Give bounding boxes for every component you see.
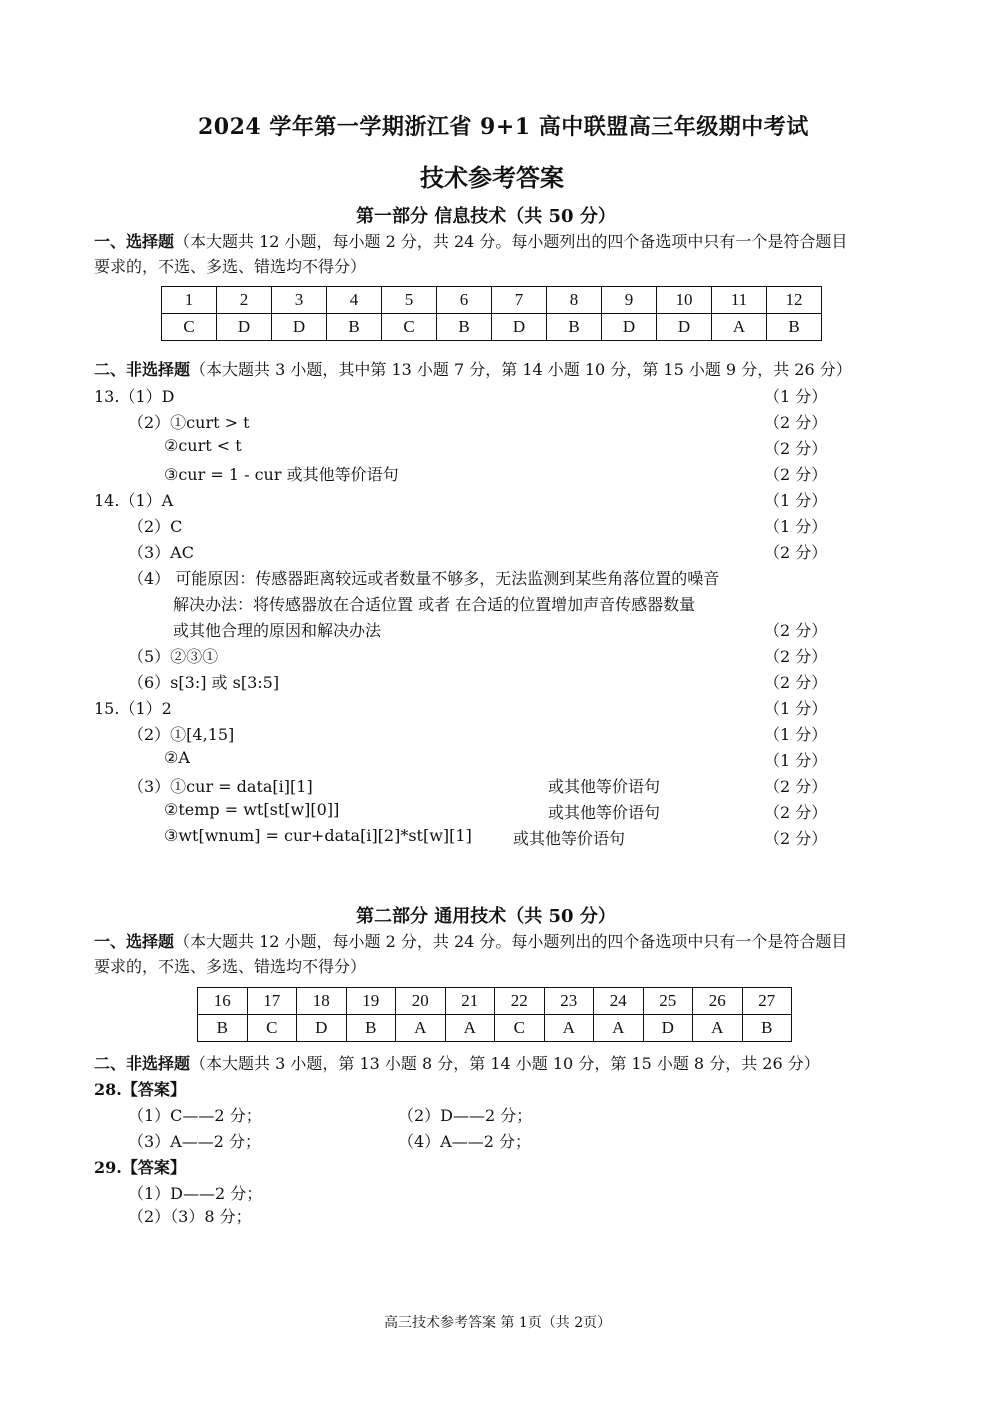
answer-table-answer-row xyxy=(198,1015,792,1042)
answer-cell: D xyxy=(492,314,547,341)
question-number-cell: 10 xyxy=(657,287,712,314)
answer-cell: B xyxy=(327,314,382,341)
question-number-cell: 4 xyxy=(327,287,382,314)
q29-answer-2: （2）（3）8 分； xyxy=(128,1207,252,1226)
answer-line: ③cur = 1 - cur 或其他等价语句 xyxy=(164,465,399,484)
score-label: （2 分） xyxy=(764,465,828,484)
answer-table-number-row xyxy=(162,287,822,314)
answer-cell: B xyxy=(437,314,492,341)
question-number-cell: 2 xyxy=(217,287,272,314)
part2-mc-desc-line2: 要求的，不选、多选、错选均不得分） xyxy=(94,957,367,976)
question-number-cell: 27 xyxy=(742,988,792,1015)
score-label: （1 分） xyxy=(764,725,828,744)
question-number-cell: 3 xyxy=(272,287,327,314)
score-label: （2 分） xyxy=(764,777,828,796)
score-label: （2 分） xyxy=(764,543,828,562)
exam-title: 2024 学年第一学期浙江省 9+1 高中联盟高三年级期中考试 xyxy=(198,114,809,140)
answer-line: ③wt[wnum] = cur+data[i][2]*st[w][1] xyxy=(164,826,472,845)
question-number-cell: 21 xyxy=(445,988,495,1015)
answer-line: （2）C xyxy=(128,517,183,536)
score-label: （2 分） xyxy=(764,829,828,848)
q28-answer-2: （2）D——2 分； xyxy=(398,1106,533,1125)
question-number-cell: 18 xyxy=(297,988,347,1015)
answer-cell: C xyxy=(495,1015,545,1042)
answer-line: （5）②③① xyxy=(128,647,219,666)
answer-cell: D xyxy=(657,314,712,341)
answer-cell: A xyxy=(544,1015,594,1042)
question-number-cell: 11 xyxy=(712,287,767,314)
answer-line: （2）①[4,15] xyxy=(128,725,235,744)
part2-title: 第二部分 通用技术（共 50 分） xyxy=(356,906,616,927)
answer-line: 或其他合理的原因和解决办法 xyxy=(173,621,382,640)
q28-answer-3: （3）A——2 分； xyxy=(128,1132,262,1151)
question-number-cell: 23 xyxy=(544,988,594,1015)
answer-cell: B xyxy=(346,1015,396,1042)
score-label: （2 分） xyxy=(764,673,828,692)
part1-title: 第一部分 信息技术（共 50 分） xyxy=(356,206,616,227)
answer-cell: B xyxy=(767,314,822,341)
answer-line: ②curt < t xyxy=(164,436,242,455)
q29-answer-1: （1）D——2 分； xyxy=(128,1184,263,1203)
part1-nmc-label: 二、非选择题 xyxy=(94,360,191,379)
q28-label: 28.【答案】 xyxy=(94,1080,186,1099)
answer-line: 解决办法：将传感器放在合适位置 或者 在合适的位置增加声音传感器数量 xyxy=(173,595,696,614)
part2-mc-heading xyxy=(94,929,847,952)
score-label: （2 分） xyxy=(764,621,828,640)
answer-cell: C xyxy=(382,314,437,341)
answer-line: （4） 可能原因：传感器距离较远或者数量不够多，无法监测到某些角落位置的噪音 xyxy=(128,569,720,588)
part1-mc-heading xyxy=(94,229,847,252)
answer-table-number-row xyxy=(198,988,792,1015)
answer-cell: D xyxy=(217,314,272,341)
answer-line: 14.（1）A xyxy=(94,491,174,510)
question-number-cell: 22 xyxy=(495,988,545,1015)
score-label: （1 分） xyxy=(764,751,828,770)
question-number-cell: 7 xyxy=(492,287,547,314)
part2-nmc-desc: （本大题共 3 小题，第 13 小题 8 分，第 14 小题 10 分，第 15 小题 8 分，共 26 分） xyxy=(190,1054,820,1073)
score-label: （2 分） xyxy=(764,439,828,458)
q28-answer-4: （4）A——2 分； xyxy=(398,1132,532,1151)
answer-cell: B xyxy=(198,1015,248,1042)
answer-cell: D xyxy=(272,314,327,341)
question-number-cell: 24 xyxy=(594,988,644,1015)
part2-nmc-heading xyxy=(94,1051,820,1074)
part1-mc-label: 一、选择题 xyxy=(94,232,175,251)
answer-cell: A xyxy=(396,1015,446,1042)
question-number-cell: 6 xyxy=(437,287,492,314)
answer-cell: C xyxy=(162,314,217,341)
question-number-cell: 12 xyxy=(767,287,822,314)
question-number-cell: 16 xyxy=(198,988,248,1015)
answer-line: （2）①curt > t xyxy=(128,413,250,432)
question-number-cell: 25 xyxy=(643,988,693,1015)
answer-cell: A xyxy=(594,1015,644,1042)
part1-mc-desc-line1: （本大题共 12 小题，每小题 2 分，共 24 分。每小题列出的四个备选项中只有一个是符合题目 xyxy=(174,232,848,251)
answer-line: （3）①cur = data[i][1] xyxy=(128,777,313,796)
score-label: （1 分） xyxy=(764,491,828,510)
part1-nmc-heading xyxy=(94,357,852,380)
question-number-cell: 20 xyxy=(396,988,446,1015)
answer-cell: D xyxy=(297,1015,347,1042)
answer-line: ②A xyxy=(164,748,190,767)
equivalent-note: 或其他等价语句 xyxy=(513,829,626,848)
answer-line: 13.（1）D xyxy=(94,387,175,406)
question-number-cell: 19 xyxy=(346,988,396,1015)
answer-cell: B xyxy=(547,314,602,341)
score-label: （1 分） xyxy=(764,517,828,536)
question-number-cell: 26 xyxy=(693,988,743,1015)
answer-line: （3）AC xyxy=(128,543,194,562)
answer-cell: D xyxy=(643,1015,693,1042)
answer-cell: A xyxy=(712,314,767,341)
answer-line: （6）s[3:] 或 s[3:5] xyxy=(128,673,280,692)
score-label: （1 分） xyxy=(764,699,828,718)
equivalent-note: 或其他等价语句 xyxy=(548,777,661,796)
part2-mc-desc-line1: （本大题共 12 小题，每小题 2 分，共 24 分。每小题列出的四个备选项中只有一个是符合题目 xyxy=(174,932,848,951)
part2-mc-label: 一、选择题 xyxy=(94,932,175,951)
answer-cell: D xyxy=(602,314,657,341)
question-number-cell: 1 xyxy=(162,287,217,314)
page-footer: 高三技术参考答案 第 1页（共 2页） xyxy=(384,1315,612,1331)
question-number-cell: 17 xyxy=(247,988,297,1015)
score-label: （2 分） xyxy=(764,803,828,822)
part1-answer-table xyxy=(161,286,822,341)
answer-cell: C xyxy=(247,1015,297,1042)
answer-cell: A xyxy=(445,1015,495,1042)
answer-cell: B xyxy=(742,1015,792,1042)
answer-key-title: 技术参考答案 xyxy=(420,163,564,192)
part2-nmc-label: 二、非选择题 xyxy=(94,1054,191,1073)
question-number-cell: 8 xyxy=(547,287,602,314)
question-number-cell: 9 xyxy=(602,287,657,314)
part1-nmc-desc: （本大题共 3 小题，其中第 13 小题 7 分，第 14 小题 10 分，第 15 小题 9 分，共 26 分） xyxy=(190,360,852,379)
part2-answer-table xyxy=(197,987,792,1042)
q29-label: 29.【答案】 xyxy=(94,1158,186,1177)
answer-table-answer-row xyxy=(162,314,822,341)
equivalent-note: 或其他等价语句 xyxy=(548,803,661,822)
q28-answer-1: （1）C——2 分； xyxy=(128,1106,262,1125)
answer-line: 15.（1）2 xyxy=(94,699,172,718)
question-number-cell: 5 xyxy=(382,287,437,314)
answer-cell: A xyxy=(693,1015,743,1042)
score-label: （1 分） xyxy=(764,387,828,406)
score-label: （2 分） xyxy=(764,647,828,666)
part1-mc-desc-line2: 要求的，不选、多选、错选均不得分） xyxy=(94,257,367,276)
answer-line: ②temp = wt[st[w][0]] xyxy=(164,800,340,819)
score-label: （2 分） xyxy=(764,413,828,432)
